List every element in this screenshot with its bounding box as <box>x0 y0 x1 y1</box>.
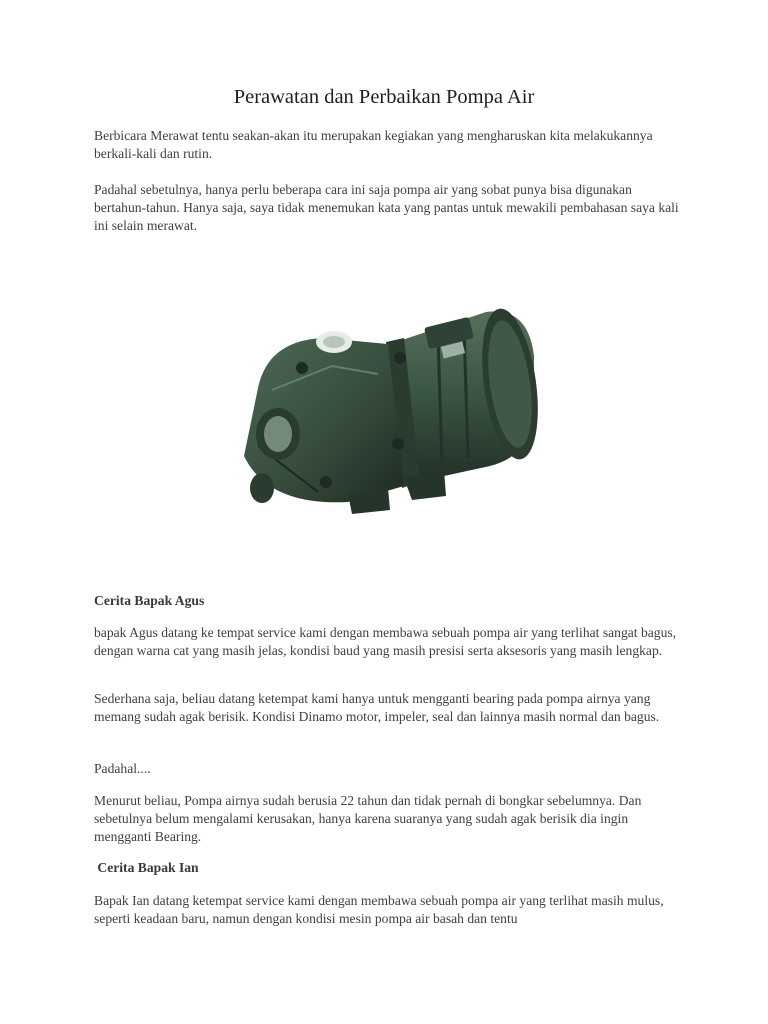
section-heading-agus: Cerita Bapak Agus <box>94 593 205 608</box>
ian-paragraph-1: Bapak Ian datang ketempat service kami dengan membawa sebuah pompa air yang terlihat masih mulus, seperti keadaan baru, namun dengan kondisi mesin pompa air basah dan tentu <box>94 893 664 926</box>
intro-paragraph-2: Padahal sebetulnya, hanya perlu beberapa cara ini saja pompa air yang sobat punya bisa digunakan bertahun-tahun. Hanya saja, saya tidak menemukan kata yang pantas untuk mewakili pembahasan saya kali ini selain merawat. <box>94 182 679 233</box>
agus-paragraph-4: Menurut beliau, Pompa airnya sudah berusia 22 tahun dan tidak pernah di bongkar sebelumnya. Dan sebetulnya belum mengalami kerusakan, hanya karena suaranya yang sudah agak berisik dia ingin mengganti Bearing. <box>94 793 642 844</box>
section-heading-ian: Cerita Bapak Ian <box>94 860 199 875</box>
intro-paragraph-1: Berbicara Merawat tentu seakan-akan itu merupakan kegiakan yang mengharuskan kita melakukannya berkali-kali dan rutin. <box>94 128 653 161</box>
agus-paragraph-3: Padahal.... <box>94 761 151 776</box>
agus-paragraph-2: Sederhana saja, beliau datang ketempat kami hanya untuk mengganti bearing pada pompa airnya yang memang sudah agak berisik. Kondisi Dinamo motor, impeler, seal dan lainnya masih normal dan bagus. <box>94 691 660 724</box>
agus-paragraph-1: bapak Agus datang ke tempat service kami dengan membawa sebuah pompa air yang terlihat sangat bagus, dengan warna cat yang masih jelas, kondisi baud yang masih presisi serta aksesoris yang masih lengkap. <box>94 625 677 658</box>
page-title: Perawatan dan Perbaikan Pompa Air <box>233 86 535 108</box>
water-pump-image <box>228 296 548 528</box>
water-pump-illustration-icon <box>228 296 548 528</box>
